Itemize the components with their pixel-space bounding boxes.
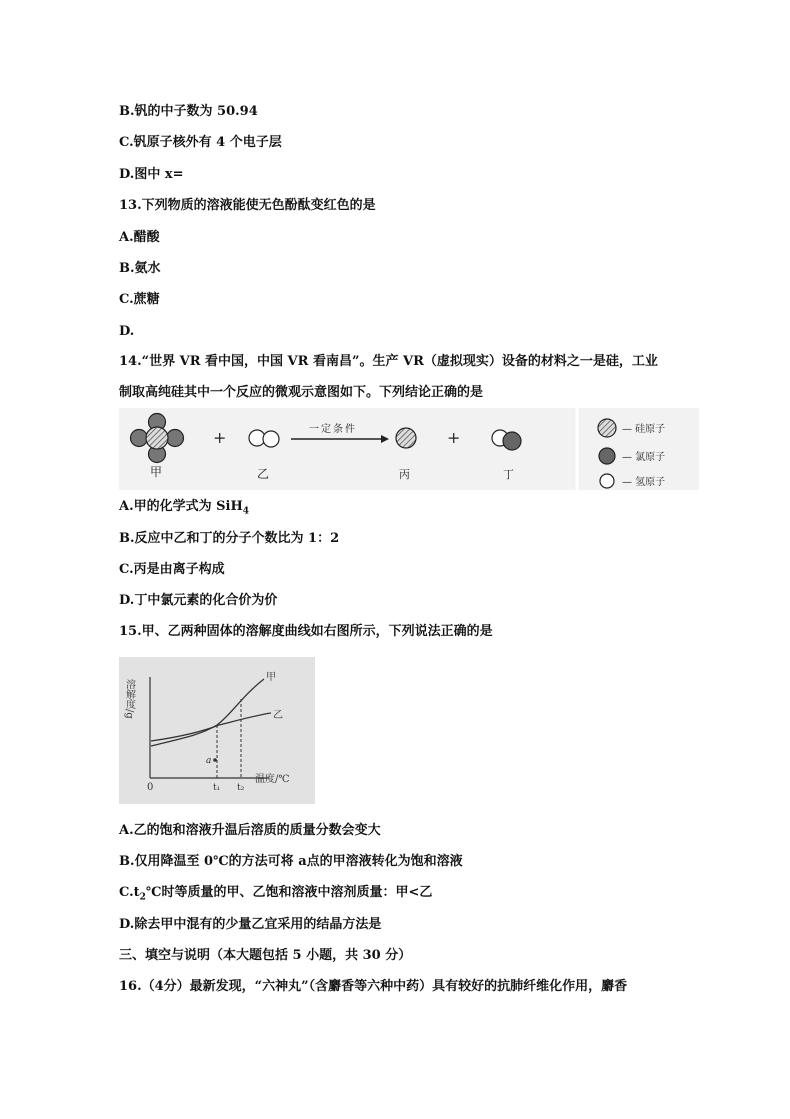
- q14-option-b: B.反应中乙和丁的分子个数比为 1：2: [119, 531, 340, 546]
- label-ding: 丁: [503, 468, 514, 481]
- legend-si-label: — 硅原子: [622, 424, 666, 435]
- q14-option-d: D.丁中氯元素的化合价为价: [119, 593, 278, 608]
- question-15: 15.甲、乙两种固体的溶解度曲线如右图所示，下列说法正确的是: [119, 624, 493, 639]
- curve-yi-label: 乙: [273, 710, 283, 721]
- line-vanadium-neutrons: B.钒的中子数为 50.94: [119, 104, 258, 119]
- label-jia: 甲: [150, 465, 163, 479]
- section-3-heading: 三、填空与说明（本大题包括 5 小题，共 30 分）: [119, 948, 412, 963]
- tick-t1: t₁: [213, 783, 221, 793]
- legend-h-symbol: [600, 474, 614, 488]
- q13-option-d: D.: [119, 324, 135, 339]
- question-14: 14.“世界 VR 看中国，中国 VR 看南昌”。生产 VR（虚拟现实）设备的材料之一是硅，工业: [119, 354, 658, 369]
- reaction-diagram: [119, 408, 699, 490]
- molecule-jia: [131, 414, 184, 463]
- plus-2: +: [447, 428, 461, 447]
- label-bing: 丙: [399, 468, 410, 481]
- q14-option-a-text: A.甲的化学式为 SiH: [119, 499, 243, 514]
- molecule-ding: [492, 430, 521, 450]
- q15-option-c-prefix: C.t: [119, 885, 140, 900]
- q15-option-c-text: ℃时等质量的甲、乙饱和溶液中溶剂质量：甲<乙: [145, 885, 433, 900]
- molecule-bing: [396, 428, 416, 448]
- arrow-condition: 一定条件: [309, 424, 357, 435]
- q15-option-c-sub: 2: [139, 892, 146, 903]
- point-a-label: a: [206, 756, 212, 766]
- y-axis-label: 溶解度/g: [123, 679, 135, 719]
- q14-option-c: C.丙是由离子构成: [119, 562, 225, 577]
- q15-option-c: [119, 884, 432, 907]
- question-14-cont: 制取高纯硅其中一个反应的微观示意图如下。下列结论正确的是: [119, 385, 484, 400]
- q14-option-a-sub: 4: [242, 506, 250, 517]
- question-16: 16.（4分）最新发现，“六神丸”（含麝香等六种中药）具有较好的抗肺纤维化作用，麝香: [119, 979, 628, 994]
- q15-option-a: A.乙的饱和溶液升温后溶质的质量分数会变大: [119, 823, 381, 838]
- reaction-arrow: [291, 435, 389, 443]
- line-vanadium-shells: C.钒原子核外有 4 个电子层: [119, 135, 282, 150]
- question-13: 13.下列物质的溶液能使无色酚酞变红色的是: [119, 198, 376, 213]
- point-a: [213, 758, 217, 762]
- legend-cl-symbol: [599, 448, 615, 464]
- legend-h-label: — 氢原子: [622, 477, 666, 488]
- label-yi: 乙: [257, 467, 270, 481]
- molecule-yi: [249, 430, 279, 447]
- line-x-value: D.图中 x=: [119, 167, 184, 182]
- curve-jia: [151, 679, 264, 746]
- x-axis-label: 温度/℃: [255, 774, 290, 785]
- q13-option-a: A.醋酸: [119, 230, 160, 245]
- curve-yi: [151, 713, 271, 741]
- solubility-curve-figure: [119, 657, 315, 804]
- q14-option-a: [119, 498, 249, 521]
- tick-t2: t₂: [237, 783, 245, 793]
- q15-option-b: B.仅用降温至 0℃的方法可将 a点的甲溶液转化为饱和溶液: [119, 854, 463, 869]
- legend-cl-label: — 氯原子: [622, 452, 666, 463]
- legend: [577, 408, 665, 490]
- q13-option-b: B.氨水: [119, 261, 161, 276]
- legend-si-symbol: [598, 419, 616, 437]
- origin-label: 0: [147, 782, 154, 793]
- q15-option-d: D.除去甲中混有的少量乙宜采用的结晶方法是: [119, 917, 382, 932]
- curve-jia-label: 甲: [266, 672, 276, 683]
- plus-1: +: [213, 428, 227, 447]
- q13-option-c: C.蔗糖: [119, 292, 160, 307]
